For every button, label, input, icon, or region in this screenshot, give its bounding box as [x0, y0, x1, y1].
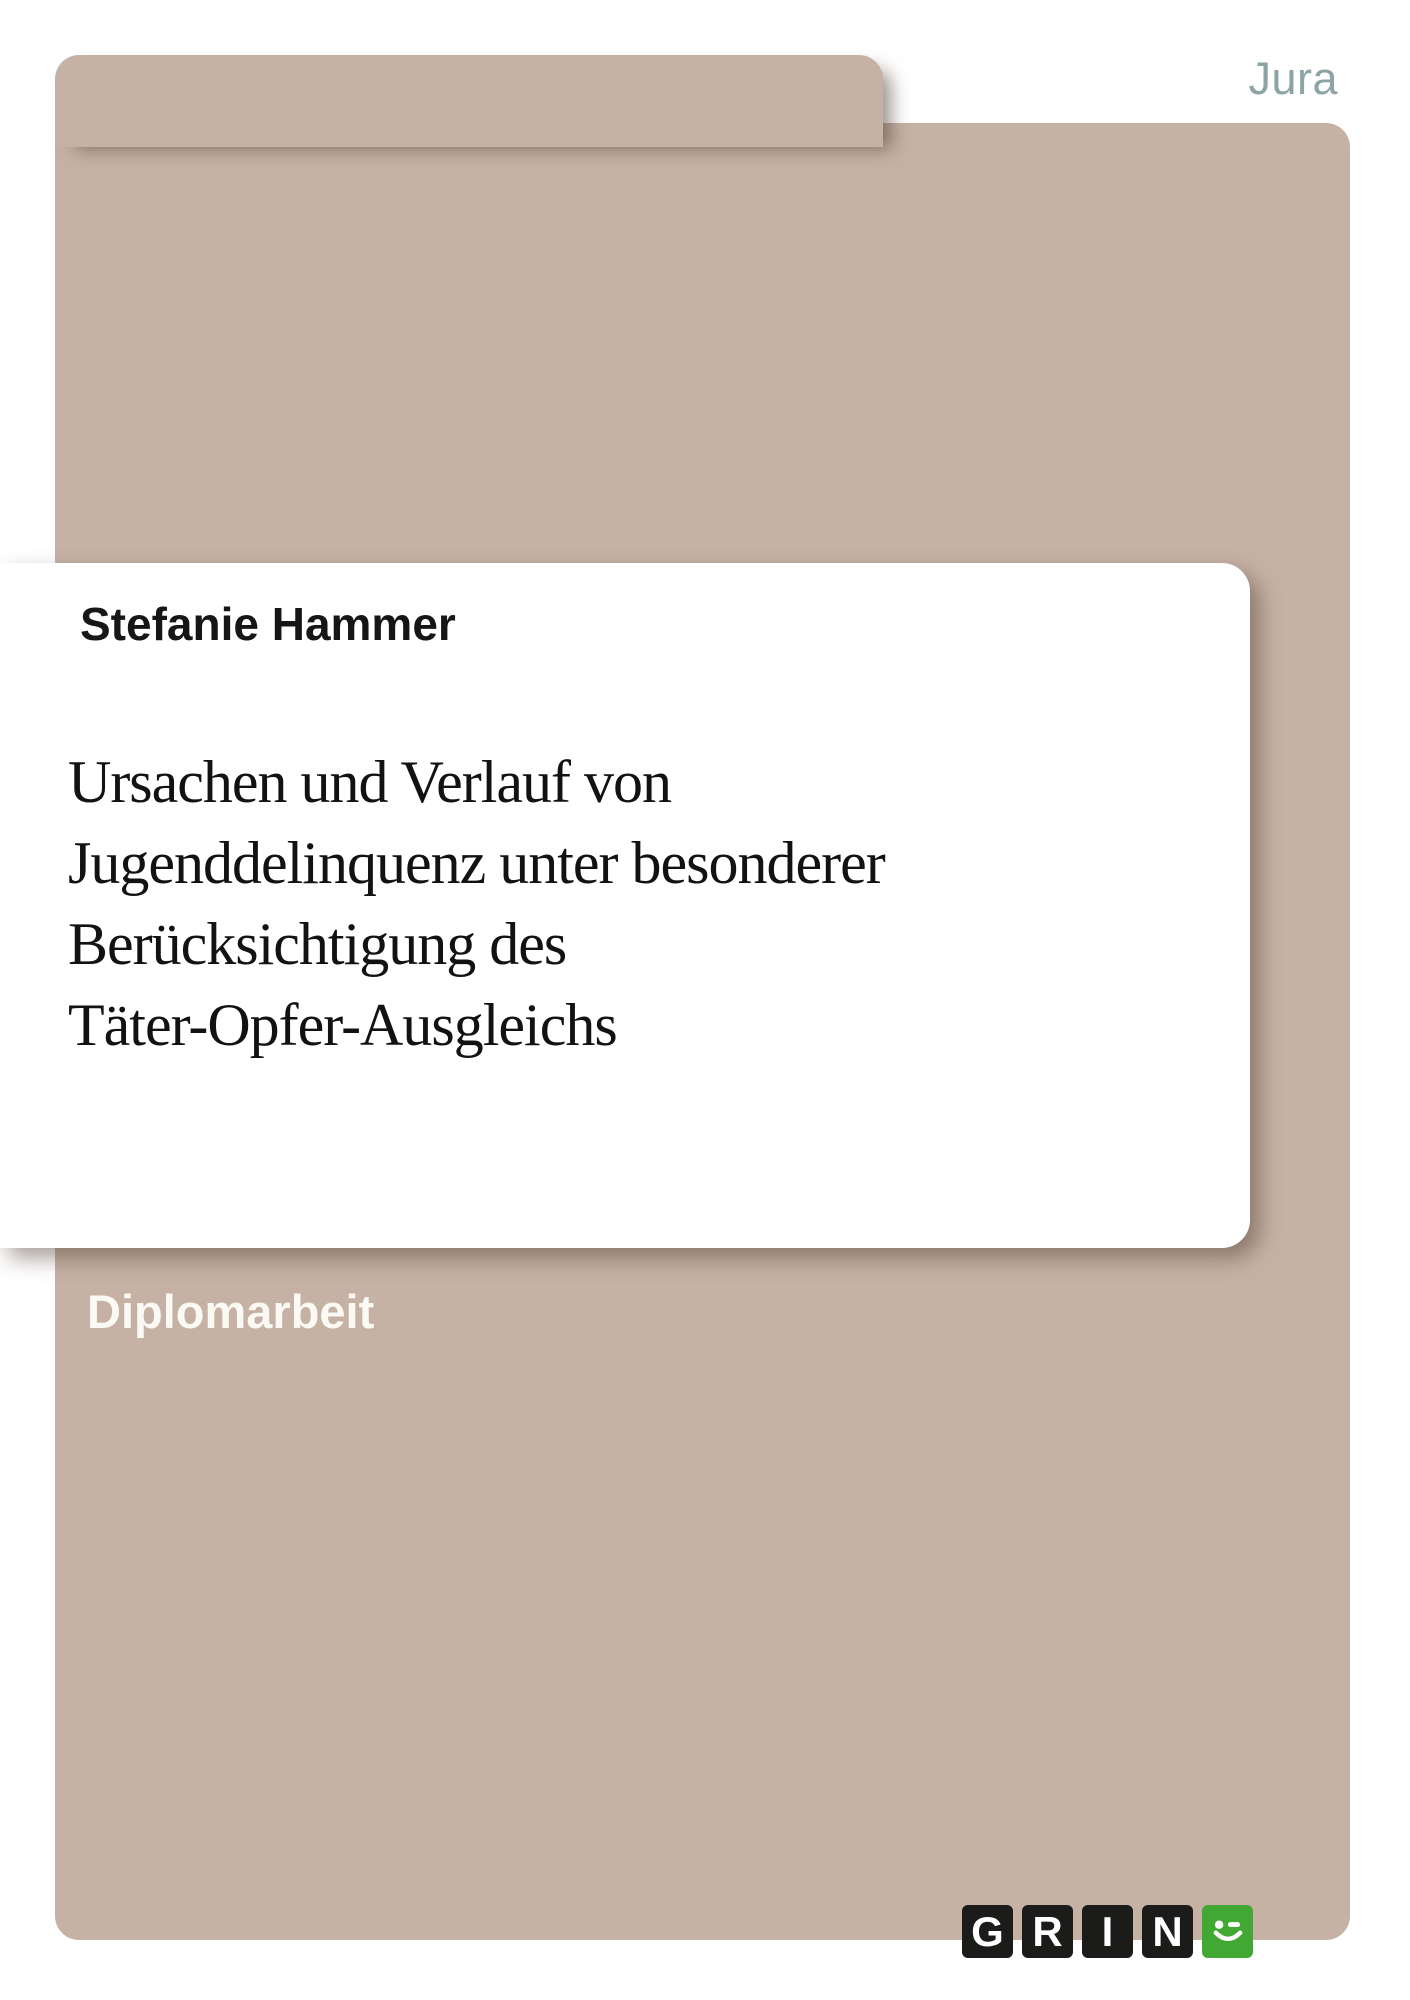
- title-line: Berücksichtigung des: [68, 911, 567, 977]
- author-name: Stefanie Hammer: [80, 598, 456, 650]
- logo-letter-tile: R: [1022, 1905, 1073, 1958]
- document-type-label: Diplomarbeit: [87, 1285, 375, 1338]
- logo-letter-tile: N: [1142, 1905, 1193, 1958]
- category-label: Jura: [1248, 53, 1338, 104]
- grin-logo: [962, 1905, 1253, 1958]
- logo-letter-tile: G: [962, 1905, 1013, 1958]
- cover-background-tab: [55, 55, 883, 147]
- title-line: Jugenddelinquenz unter besonderer: [68, 830, 885, 896]
- title-line: Täter-Opfer-Ausgleichs: [68, 992, 617, 1058]
- page-title: [68, 742, 1188, 1066]
- title-line: Ursachen und Verlauf von: [68, 749, 672, 815]
- winking-smiley-icon: [1202, 1905, 1253, 1958]
- logo-letter-tile: I: [1082, 1905, 1133, 1958]
